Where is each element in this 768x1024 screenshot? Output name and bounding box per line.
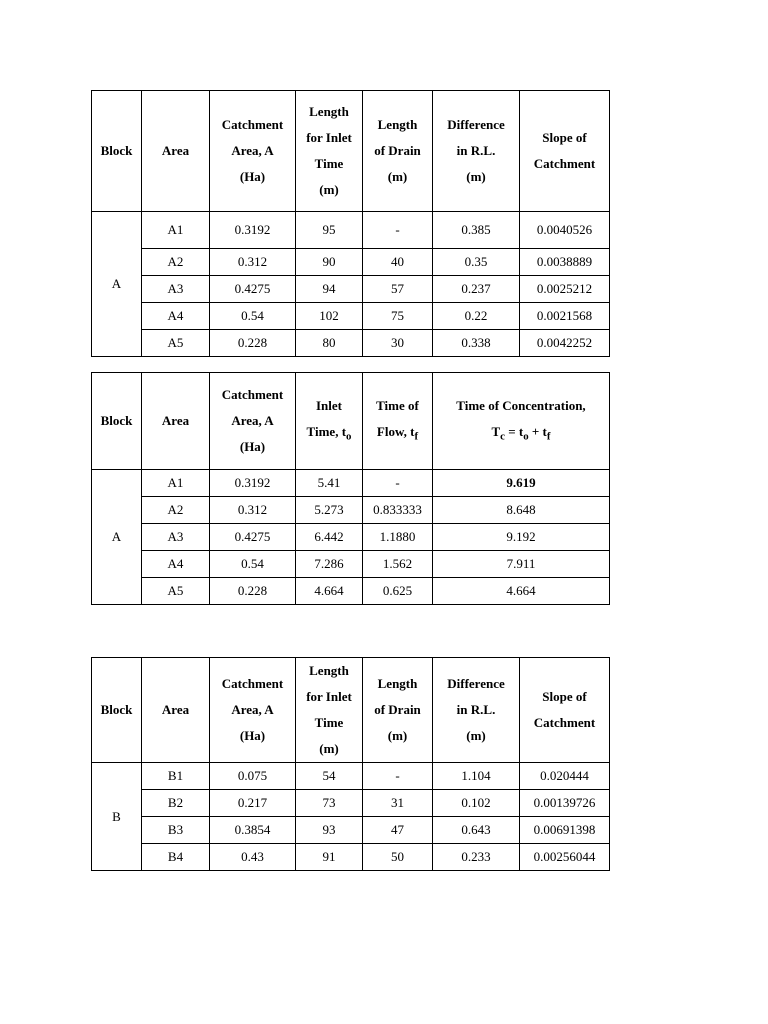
header-time-of-flow: Time of Flow, $t_f$	[363, 373, 433, 470]
header-difference-rl: Difference in R.L. (m)	[433, 91, 520, 212]
header-block: Block	[92, 658, 142, 763]
table-cell: 0.102	[433, 790, 520, 817]
header-area: Area	[142, 91, 210, 212]
table-cell: A4	[142, 551, 210, 578]
table-row	[92, 276, 610, 303]
table-row	[92, 790, 610, 817]
table-cell: 0.3192	[210, 470, 296, 497]
table-cell: 8.648	[433, 497, 610, 524]
table-cell: 0.0040526	[520, 212, 610, 249]
header-catchment-area: Catchment Area, A (Ha)	[210, 91, 296, 212]
table-cell: 4.664	[296, 578, 363, 605]
table-cell: A4	[142, 303, 210, 330]
table-cell: B2	[142, 790, 210, 817]
table-cell: B3	[142, 817, 210, 844]
table-cell: 5.273	[296, 497, 363, 524]
table-cell: 47	[363, 817, 433, 844]
table-cell: 0.3192	[210, 212, 296, 249]
table-cell: 0.075	[210, 763, 296, 790]
table-cell: B4	[142, 844, 210, 871]
table-cell: 9.192	[433, 524, 610, 551]
table-row	[92, 212, 610, 249]
table-cell: A5	[142, 578, 210, 605]
table-cell: A3	[142, 524, 210, 551]
table-cell: 7.911	[433, 551, 610, 578]
table-cell: 75	[363, 303, 433, 330]
table-cell: 0.0042252	[520, 330, 610, 357]
table-cell: 5.41	[296, 470, 363, 497]
table-cell: 7.286	[296, 551, 363, 578]
header-block: Block	[92, 373, 142, 470]
table-cell: 54	[296, 763, 363, 790]
block-cell: B	[92, 763, 142, 871]
table-cell: 0.3854	[210, 817, 296, 844]
table-cell: -	[363, 763, 433, 790]
table-cell: A3	[142, 276, 210, 303]
header-catchment-area: Catchment Area, A (Ha)	[210, 373, 296, 470]
header-length-drain: Length of Drain (m)	[363, 658, 433, 763]
table-cell: 93	[296, 817, 363, 844]
table-cell: 0.4275	[210, 524, 296, 551]
table-cell: 1.104	[433, 763, 520, 790]
table-cell: A2	[142, 249, 210, 276]
table-cell: 0.237	[433, 276, 520, 303]
slope-table-block-b	[91, 657, 610, 871]
table-cell: 0.0021568	[520, 303, 610, 330]
table-cell: 0.217	[210, 790, 296, 817]
table-cell: 57	[363, 276, 433, 303]
header-block: Block	[92, 91, 142, 212]
table-row	[92, 524, 610, 551]
header-length-inlet: Length for Inlet Time (m)	[296, 658, 363, 763]
table-cell: 30	[363, 330, 433, 357]
header-length-inlet: Length for Inlet Time (m)	[296, 91, 363, 212]
table-cell: 0.312	[210, 497, 296, 524]
table-cell: A5	[142, 330, 210, 357]
table-cell: 0.0038889	[520, 249, 610, 276]
table-cell: 0.4275	[210, 276, 296, 303]
table-cell: A1	[142, 212, 210, 249]
table-cell: 0.54	[210, 551, 296, 578]
table-cell: 91	[296, 844, 363, 871]
header-slope: Slope of Catchment	[520, 658, 610, 763]
table-cell: 80	[296, 330, 363, 357]
concentration-table-block-a	[91, 372, 610, 605]
header-time-of-concentration: Time of Concentration, $T_c = t_o + t_f$	[433, 373, 610, 470]
table-cell: 90	[296, 249, 363, 276]
table-cell: 0.0025212	[520, 276, 610, 303]
table-cell: 102	[296, 303, 363, 330]
table-row	[92, 330, 610, 357]
header-length-drain: Length of Drain (m)	[363, 91, 433, 212]
table-cell: -	[363, 212, 433, 249]
header-inlet-time: Inlet Time, $t_o$	[296, 373, 363, 470]
table-row	[92, 303, 610, 330]
table-cell: 50	[363, 844, 433, 871]
table-cell: 94	[296, 276, 363, 303]
table-cell: 31	[363, 790, 433, 817]
table-row	[92, 470, 610, 497]
table-row	[92, 817, 610, 844]
table-cell: 0.35	[433, 249, 520, 276]
block-cell: A	[92, 212, 142, 357]
table-cell: 0.385	[433, 212, 520, 249]
table-cell: B1	[142, 763, 210, 790]
table-cell: 4.664	[433, 578, 610, 605]
table-cell: 0.312	[210, 249, 296, 276]
table-cell: A2	[142, 497, 210, 524]
header-slope: Slope of Catchment	[520, 91, 610, 212]
max-concentration-value: 9.619	[433, 470, 610, 497]
table-cell: 0.625	[363, 578, 433, 605]
table-cell: 73	[296, 790, 363, 817]
table-cell: A1	[142, 470, 210, 497]
table-row	[92, 578, 610, 605]
table-cell: 0.643	[433, 817, 520, 844]
header-difference-rl: Difference in R.L. (m)	[433, 658, 520, 763]
table-cell: 0.22	[433, 303, 520, 330]
table-cell: 0.00691398	[520, 817, 610, 844]
table-cell: 0.54	[210, 303, 296, 330]
table-cell: 6.442	[296, 524, 363, 551]
table-cell: 0.228	[210, 578, 296, 605]
table-row	[92, 763, 610, 790]
table-cell: 0.338	[433, 330, 520, 357]
table-cell: 1.1880	[363, 524, 433, 551]
table-cell: 95	[296, 212, 363, 249]
slope-table-block-a	[91, 90, 610, 357]
table-cell: 40	[363, 249, 433, 276]
table-row	[92, 249, 610, 276]
header-area: Area	[142, 658, 210, 763]
table-cell: 0.00139726	[520, 790, 610, 817]
table-cell: 0.833333	[363, 497, 433, 524]
table-cell: 0.020444	[520, 763, 610, 790]
table-cell: 1.562	[363, 551, 433, 578]
table-row	[92, 497, 610, 524]
table-cell: -	[363, 470, 433, 497]
table-cell: 0.228	[210, 330, 296, 357]
table-row	[92, 844, 610, 871]
header-area: Area	[142, 373, 210, 470]
table-cell: 0.00256044	[520, 844, 610, 871]
block-cell: A	[92, 470, 142, 605]
table-cell: 0.233	[433, 844, 520, 871]
table-row	[92, 551, 610, 578]
header-catchment-area: Catchment Area, A (Ha)	[210, 658, 296, 763]
table-cell: 0.43	[210, 844, 296, 871]
